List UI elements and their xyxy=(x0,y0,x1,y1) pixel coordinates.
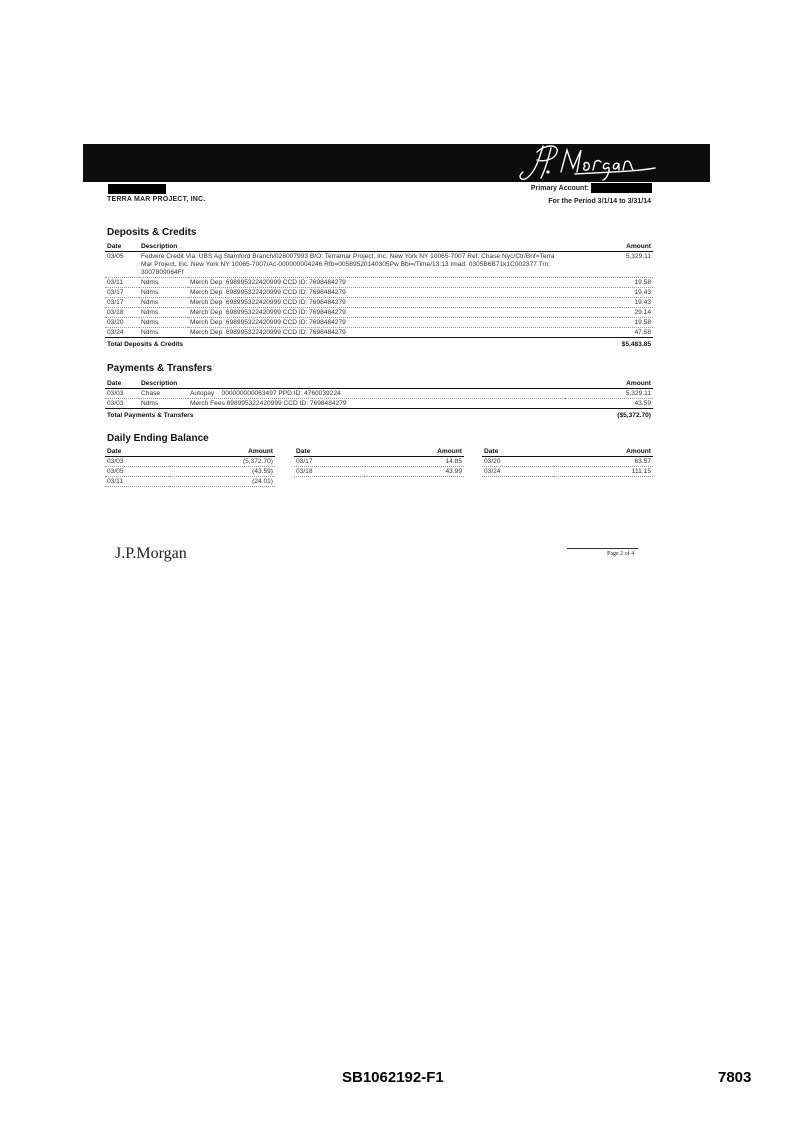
col-date: Date xyxy=(294,447,365,457)
deposits-table xyxy=(105,241,653,350)
col-amount: Amount xyxy=(620,241,653,252)
jpmorgan-signature-logo xyxy=(515,138,665,188)
table-row: 03/17 14.85 xyxy=(296,457,462,465)
table-row: 03/24 111.15 xyxy=(484,467,651,475)
redacted-account-number xyxy=(591,183,652,193)
bates-label: SB1062192-F1 xyxy=(342,1069,444,1086)
total-amount: $5,483.85 xyxy=(620,338,653,350)
total-amount: ($5,372.70) xyxy=(565,409,654,421)
total-row xyxy=(105,409,653,421)
balance-column-1 xyxy=(105,447,275,487)
table-row: 03/03 (5,372.70) xyxy=(107,457,273,465)
table-row: 03/24 Ndms Merch Dep 698995322420999 CCD ID: 7698484279 47.58 xyxy=(107,328,651,336)
table-row: 03/11 (24.01) xyxy=(107,477,273,485)
daily-balance-title: Daily Ending Balance xyxy=(107,433,209,444)
page-number: Page 2 of 4 xyxy=(607,551,635,557)
footer-logo: J.P.Morgan xyxy=(115,545,187,562)
col-amount: Amount xyxy=(365,447,464,457)
col-amount: Amount xyxy=(553,447,653,457)
col-description: Description xyxy=(139,378,565,389)
bates-number: 7803 xyxy=(718,1069,752,1086)
statement-period: For the Period 3/1/14 to 3/31/14 xyxy=(548,198,651,205)
table-row: 03/20 63.57 xyxy=(484,457,651,465)
primary-account-label: Primary Account: xyxy=(530,185,589,192)
total-label: Total Payments & Transfers xyxy=(105,409,565,421)
page-divider xyxy=(567,548,638,549)
col-amount: Amount xyxy=(169,447,275,457)
company-name: TERRA MAR PROJECT, INC. xyxy=(107,196,206,203)
table-row: 03/18 43.99 xyxy=(296,467,462,475)
table-row: 03/03 Chase Autopay 000000000063497 PPD ID: 4760039224 5,329.11 xyxy=(107,389,651,397)
col-description: Description xyxy=(139,241,620,252)
table-row: 03/05 (43.59) xyxy=(107,467,273,475)
col-amount: Amount xyxy=(565,378,654,389)
col-date: Date xyxy=(482,447,553,457)
redacted-name-block xyxy=(108,184,166,194)
payments-table xyxy=(105,378,653,421)
payments-title: Payments & Transfers xyxy=(107,363,213,374)
table-row: 03/20 Ndms Merch Dep 698995322420999 CCD ID: 7698484279 19.58 xyxy=(107,318,651,326)
balance-column-3 xyxy=(482,447,653,477)
total-row xyxy=(105,338,653,350)
col-date: Date xyxy=(105,241,139,252)
table-row: 03/17 Ndms Merch Dep 698995322420999 CCD ID: 7698484279 19.43 xyxy=(107,288,651,296)
col-date: Date xyxy=(105,378,139,389)
table-row: 03/11 Ndms Merch Dep 698995322420999 CCD ID: 7698484279 19.58 xyxy=(107,278,651,286)
col-date: Date xyxy=(105,447,169,457)
table-row: 03/18 Ndms Merch Dep 698995322420999 CCD ID: 7698484279 29.14 xyxy=(107,308,651,316)
table-row: 03/05 Fedwire Credit Via: UBS Ag Stamford Branch/026007993 B/O: Terramar Project, Inc. New York NY 10065-7007 Ref: Chase Nyc/Ctr/Bnf=Terra Mar Project, Inc. New York NY 10065-7007/Ac-000000004246 Rfb=0058952014030​5Pw Bbi=/Time/13:13 Imad: 0305B6B71k1C002377 Trn: 3007809064Ff 5,329.11 xyxy=(107,252,651,276)
table-row: 03/03 Ndms Merch Fees 698995322420999 CCD ID: 7698484279 43.59 xyxy=(107,399,651,407)
balance-column-2 xyxy=(294,447,464,477)
deposits-title: Deposits & Credits xyxy=(107,227,197,238)
table-row: 03/17 Ndms Merch Dep 698995322420999 CCD ID: 7698484279 19.43 xyxy=(107,298,651,306)
total-label: Total Deposits & Credits xyxy=(105,338,620,350)
